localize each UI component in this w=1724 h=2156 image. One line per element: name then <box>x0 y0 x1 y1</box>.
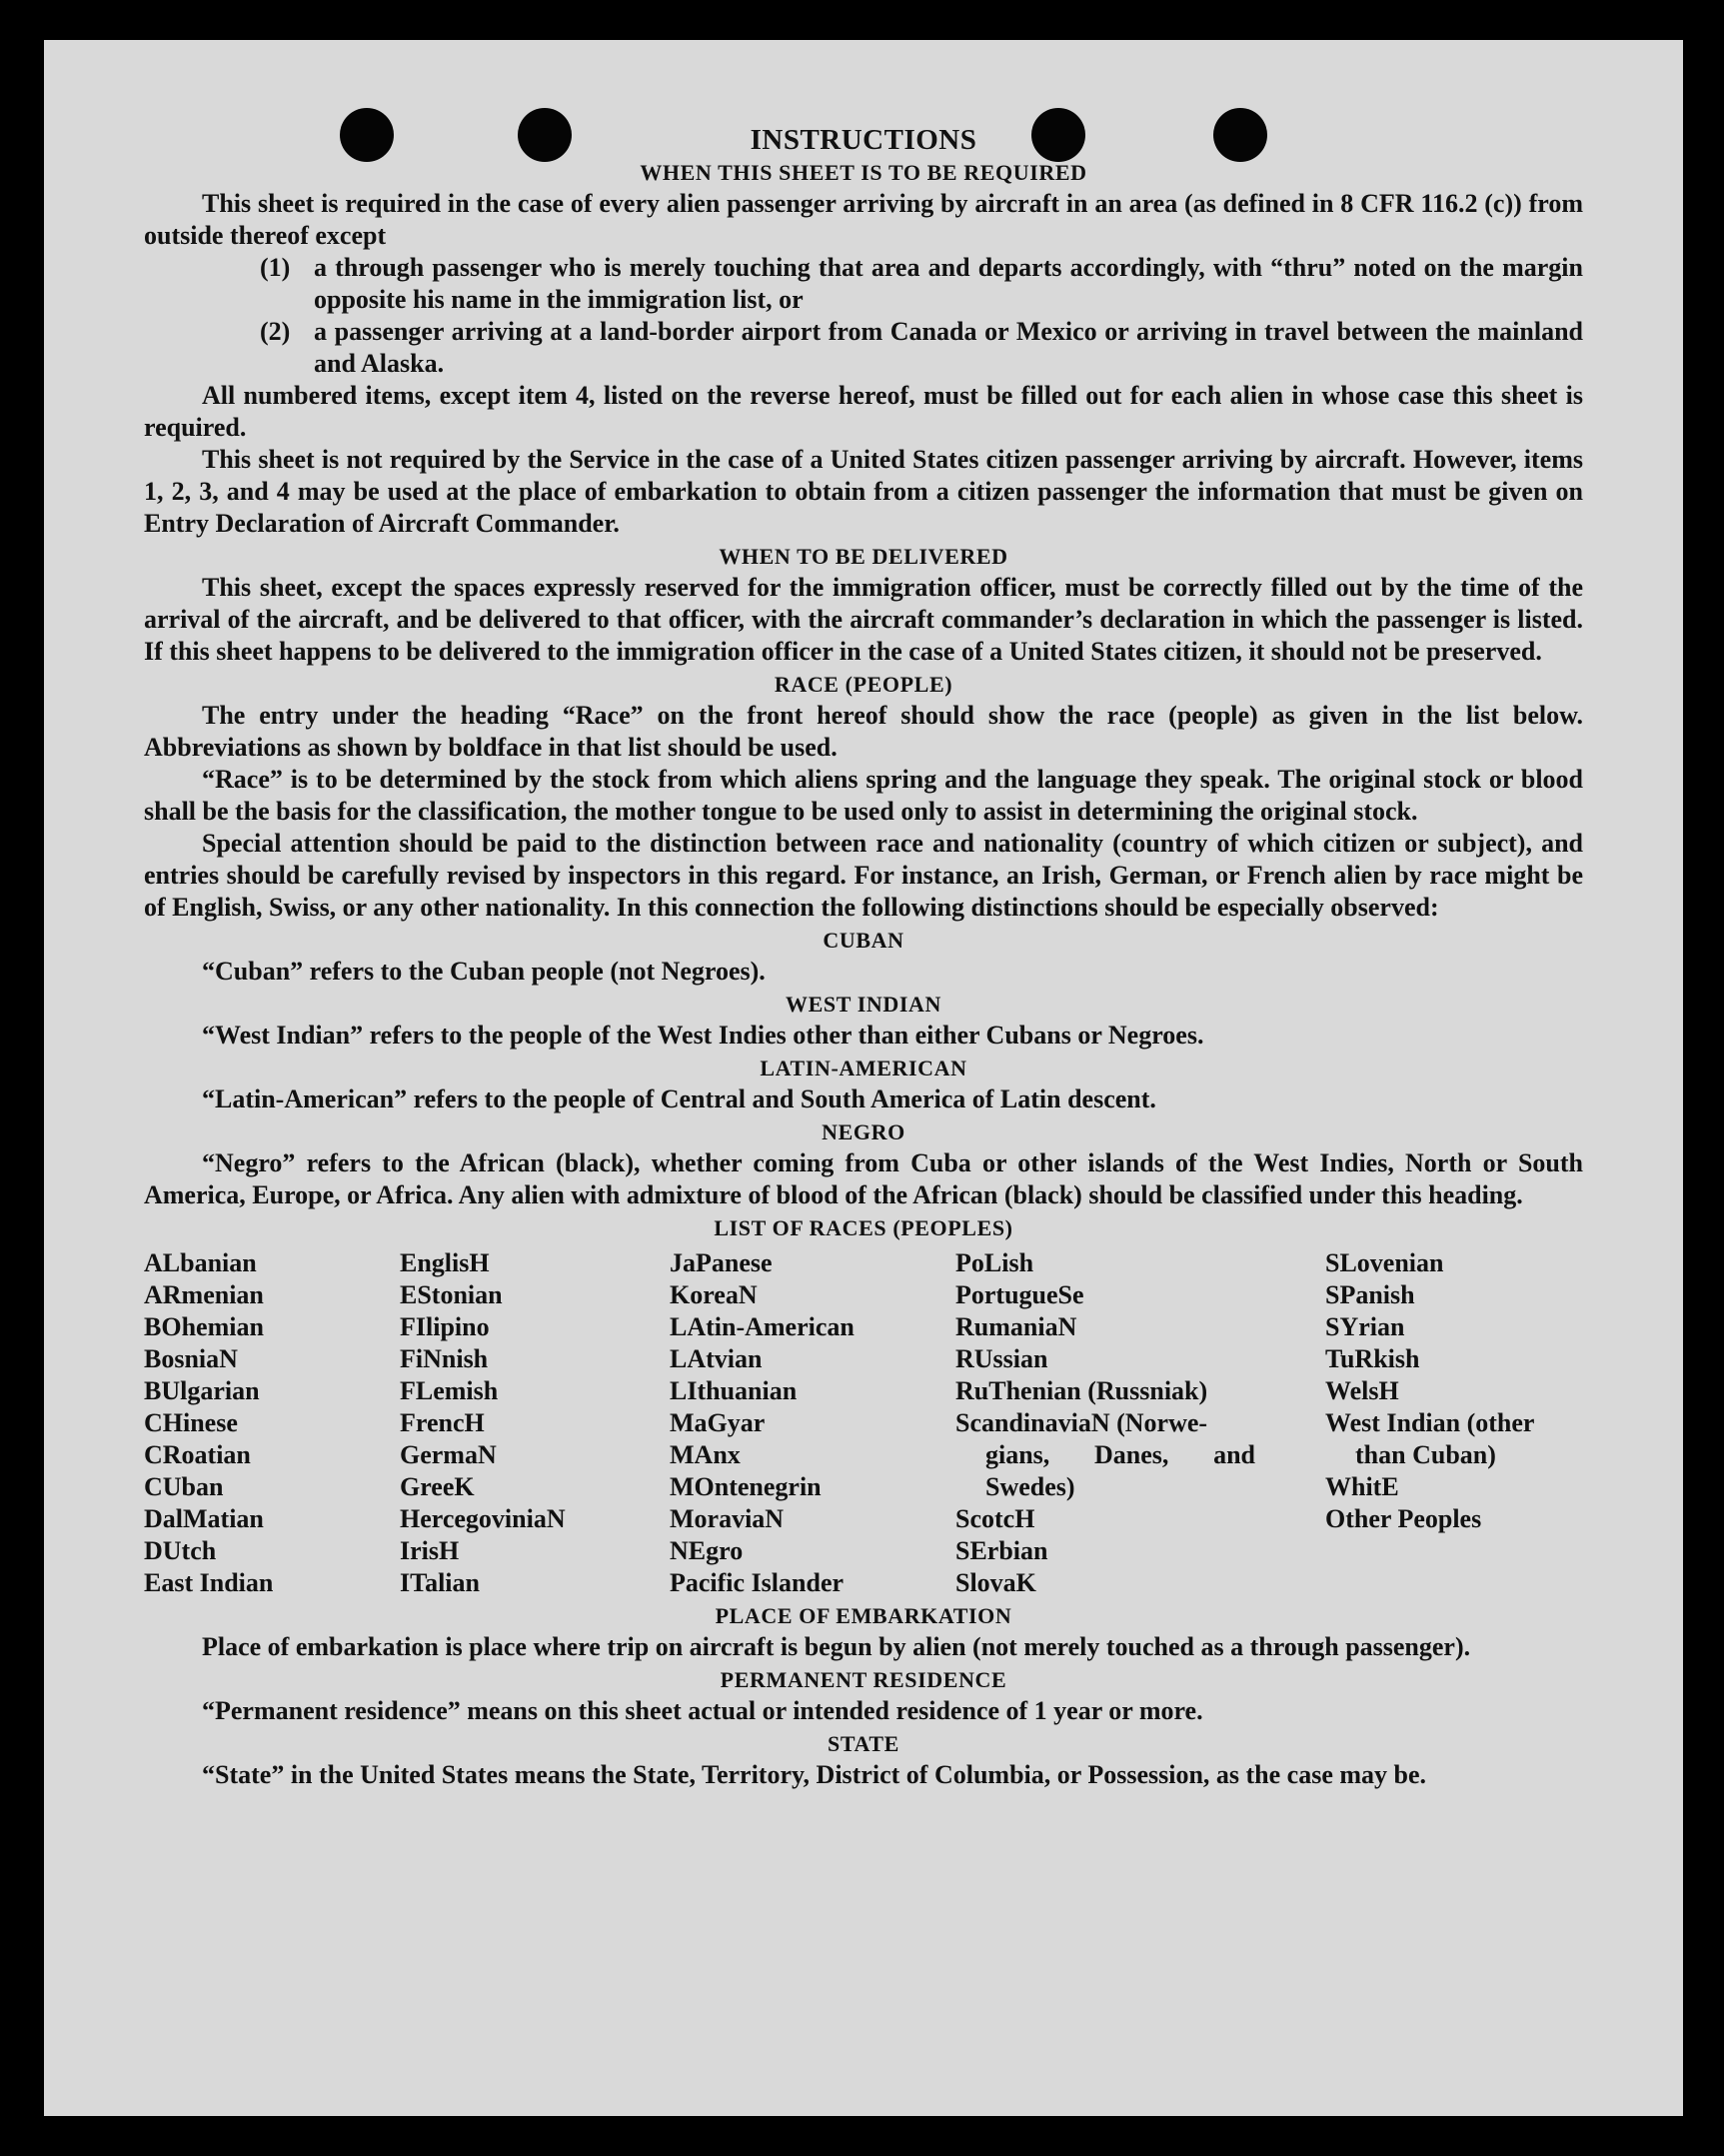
section-heading: WHEN THIS SHEET IS TO BE REQUIRED <box>640 160 1087 185</box>
race-entry: WelsH <box>1325 1376 1399 1405</box>
section-heading: LATIN-AMERICAN <box>760 1056 967 1080</box>
paragraph: All numbered items, except item 4, listed on the reverse hereof, must be filled out for each alien in whose case this sheet is required. <box>144 381 1583 442</box>
paragraph: “Latin-American” refers to the people of Central and South America of Latin descent. <box>202 1084 1156 1113</box>
race-entry: Other Peoples <box>1325 1504 1482 1533</box>
race-entry: CRoatian <box>144 1440 251 1469</box>
word: Danes, <box>1093 1440 1169 1469</box>
race-entry: MoraviaN <box>670 1504 785 1533</box>
section-heading: WEST INDIAN <box>786 992 941 1017</box>
instructions-content <box>144 124 1583 1791</box>
race-entry: ALbanian <box>144 1248 257 1277</box>
race-entry: GermaN <box>400 1440 497 1469</box>
race-entry: ITalian <box>400 1568 480 1597</box>
paragraph: The entry under the heading “Race” on the front hereof should show the race (people) as given in the list below. Abbreviations as shown by boldface in that list should be used. <box>144 701 1583 762</box>
word: and <box>1213 1440 1255 1469</box>
race-entry-continued <box>955 1439 1255 1471</box>
race-entry: LAtin-American <box>670 1312 855 1341</box>
section-heading: WHEN TO BE DELIVERED <box>719 544 1008 569</box>
race-column <box>955 1247 1255 1599</box>
paragraph: Special attention should be paid to the distinction between race and nationality (country of which citizen or subject), and entries should be carefully revised by inspectors in this regard. For instance, an Irish, German, or French alien by race might be of English, Swiss, or any other nationality. In this connection the following distinctions should be especially observed: <box>144 829 1583 922</box>
race-entry: West Indian (other <box>1325 1408 1535 1437</box>
race-entry: BUlgarian <box>144 1376 260 1405</box>
item-number: (2) <box>260 317 291 346</box>
race-entry: FrencH <box>400 1408 485 1437</box>
paragraph: “Permanent residence” means on this sheet actual or intended residence of 1 year or more. <box>202 1696 1203 1725</box>
section-heading: STATE <box>828 1731 899 1756</box>
race-entry: EnglisH <box>400 1248 490 1277</box>
race-entry: MOntenegrin <box>670 1472 822 1501</box>
race-entry: TuRkish <box>1325 1344 1420 1373</box>
race-entry: MAnx <box>670 1440 741 1469</box>
race-entry: East Indian <box>144 1568 274 1597</box>
race-column <box>400 1247 670 1599</box>
race-entry: RUssian <box>955 1344 1048 1373</box>
race-column <box>1325 1247 1583 1599</box>
section-heading: CUBAN <box>823 928 904 953</box>
race-entry: FLemish <box>400 1376 499 1405</box>
race-entry: SPanish <box>1325 1280 1415 1309</box>
race-entry: CHinese <box>144 1408 238 1437</box>
race-entry: JaPanese <box>670 1248 773 1277</box>
item-text: a through passenger who is merely touching that area and departs accordingly, with “thru” noted on the margin opposite his name in the immigration list, or <box>314 253 1583 314</box>
section-heading: PLACE OF EMBARKATION <box>715 1603 1012 1628</box>
paragraph: Place of embarkation is place where trip on aircraft is begun by alien (not merely touched as a through passenger). <box>202 1632 1471 1661</box>
race-entry: ScotcH <box>955 1504 1035 1533</box>
race-entry: ScandinaviaN (Norwe- <box>955 1408 1208 1437</box>
race-entry: FIlipino <box>400 1312 490 1341</box>
race-entry: RuThenian (Russniak) <box>955 1376 1208 1405</box>
section-heading: NEGRO <box>822 1119 905 1144</box>
race-entry: WhitE <box>1325 1472 1399 1501</box>
paragraph: This sheet, except the spaces expressly reserved for the immigration officer, must be correctly filled out by the time of the arrival of the aircraft, and be delivered to that officer, with the aircraft commander’s declaration in which the passenger is listed. If this sheet happens to be delivered to the immigration officer in the case of a United States citizen, it should not be preserved. <box>144 573 1583 666</box>
race-entry: BOhemian <box>144 1312 264 1341</box>
section-heading: PERMANENT RESIDENCE <box>720 1667 1007 1692</box>
paragraph: “Cuban” refers to the Cuban people (not Negroes). <box>202 957 766 986</box>
race-entry-continued: than Cuban) <box>1355 1440 1496 1469</box>
section-heading: LIST OF RACES (PEOPLES) <box>714 1215 1013 1240</box>
race-entry: GreeK <box>400 1472 475 1501</box>
document-sheet <box>44 40 1683 2116</box>
list-item <box>260 316 1583 380</box>
list-item <box>260 252 1583 316</box>
race-entry: KoreaN <box>670 1280 758 1309</box>
race-entry: NEgro <box>670 1536 744 1565</box>
page-title: INSTRUCTIONS <box>750 124 977 156</box>
item-number: (1) <box>260 253 291 282</box>
item-text: a passenger arriving at a land-border airport from Canada or Mexico or arriving in travel between the mainland and Alaska. <box>314 317 1583 378</box>
race-entry: LIthuanian <box>670 1376 798 1405</box>
word: gians, <box>985 1440 1050 1469</box>
paragraph: “Negro” refers to the African (black), whether coming from Cuba or other islands of the West Indies, North or South America, Europe, or Africa. Any alien with admixture of blood of the African (black) should be classified under this heading. <box>144 1148 1583 1209</box>
paragraph: “Race” is to be determined by the stock from which aliens spring and the language they speak. The original stock or blood shall be the basis for the classification, the mother tongue to be used only to assist in determining the original stock. <box>144 765 1583 826</box>
race-entry: DUtch <box>144 1536 217 1565</box>
race-entry: DalMatian <box>144 1504 264 1533</box>
race-entry: RumaniaN <box>955 1312 1077 1341</box>
race-column <box>670 1247 955 1599</box>
race-entry: BosniaN <box>144 1344 238 1373</box>
race-entry: CUban <box>144 1472 224 1501</box>
section-heading: RACE (PEOPLE) <box>774 672 953 697</box>
paragraph: This sheet is not required by the Service in the case of a United States citizen passenger arriving by aircraft. However, items 1, 2, 3, and 4 may be used at the place of embarkation to obtain from a citizen passenger the information that must be given on Entry Declaration of Aircraft Commander. <box>144 445 1583 538</box>
race-entry: SErbian <box>955 1536 1048 1565</box>
race-entry: EStonian <box>400 1280 503 1309</box>
race-entry: FiNnish <box>400 1344 489 1373</box>
race-entry: Pacific Islander <box>670 1568 845 1597</box>
race-entry: SYrian <box>1325 1312 1405 1341</box>
race-entry: MaGyar <box>670 1408 766 1437</box>
paragraph: “State” in the United States means the State, Territory, District of Columbia, or Possession, as the case may be. <box>202 1760 1427 1789</box>
race-entry: IrisH <box>400 1536 460 1565</box>
paragraph: This sheet is required in the case of every alien passenger arriving by aircraft in an area (as defined in 8 CFR 116.2 (c)) from outside thereof except <box>144 189 1583 250</box>
race-entry: HercegoviniaN <box>400 1504 566 1533</box>
race-entry: SlovaK <box>955 1568 1036 1597</box>
paragraph: “West Indian” refers to the people of the West Indies other than either Cubans or Negroes. <box>202 1021 1204 1050</box>
race-entry: LAtvian <box>670 1344 763 1373</box>
race-entry: ARmenian <box>144 1280 264 1309</box>
race-list <box>144 1247 1583 1599</box>
race-entry: SLovenian <box>1325 1248 1444 1277</box>
race-entry: PoLish <box>955 1248 1034 1277</box>
race-entry-continued: Swedes) <box>985 1472 1075 1501</box>
race-entry: PortugueSe <box>955 1280 1084 1309</box>
race-column <box>144 1247 400 1599</box>
